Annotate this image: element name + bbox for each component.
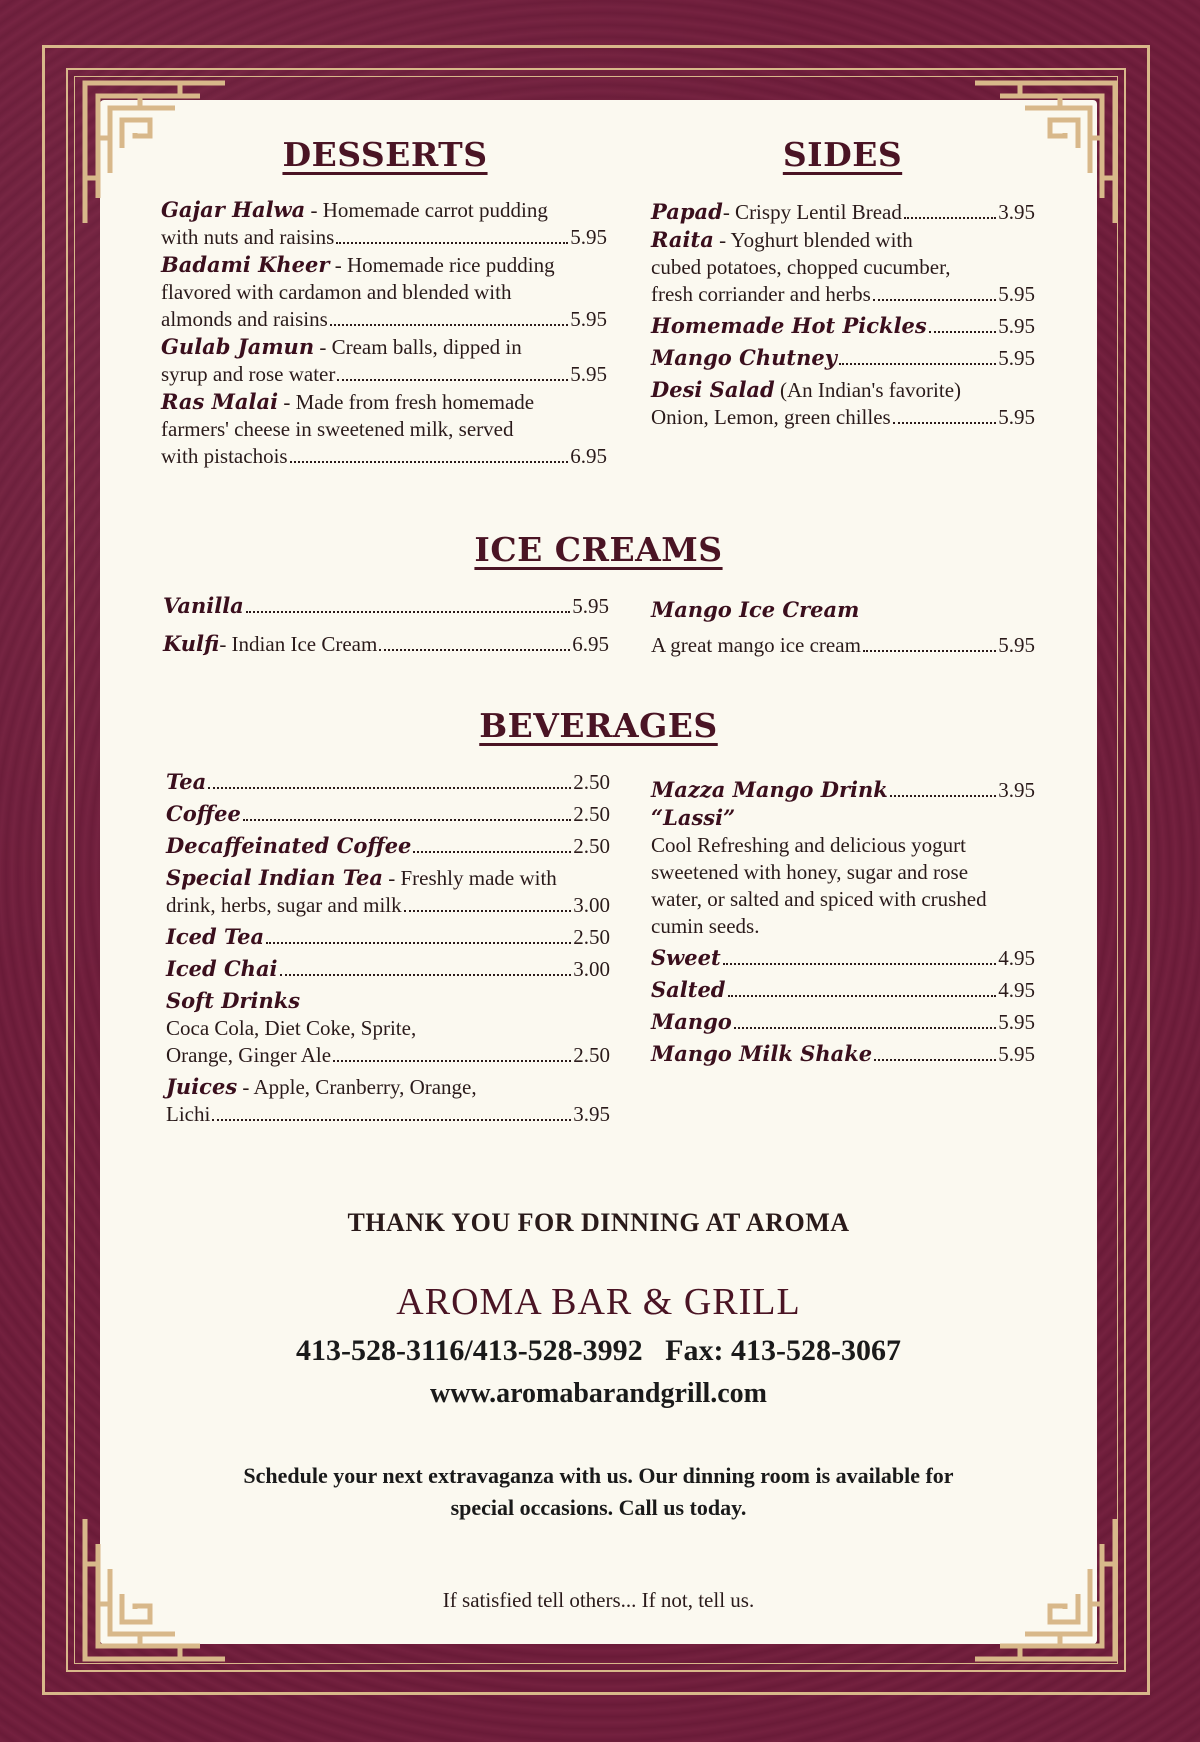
menu-item-price-row <box>166 892 610 919</box>
item-description: - Crispy Lentil Bread <box>722 200 902 224</box>
item-name: Coffee <box>166 801 241 826</box>
contact-phones: 413-528-3116/413-528-3992 Fax: 413-528-3067 <box>296 1334 901 1367</box>
item-description: Homemade rice pudding <box>346 253 555 277</box>
item-description: drink, herbs, sugar and milk <box>166 893 402 917</box>
menu-item-price-row <box>651 944 1035 972</box>
menu-item <box>166 864 610 892</box>
schedule-line: special occasions. Call us today. <box>450 1495 747 1520</box>
menu-item-price-row <box>651 1040 1035 1068</box>
beverages-heading: BEVERAGES <box>479 706 718 745</box>
leader-dots <box>246 611 570 613</box>
item-price: 2.50 <box>573 1043 610 1067</box>
menu-item-price-row <box>161 306 607 333</box>
leader-dots <box>929 331 997 333</box>
item-name: Homemade Hot Pickles <box>651 313 927 338</box>
item-description: Coca Cola, Diet Coke, Sprite, <box>166 1016 417 1040</box>
menu-item-price-row <box>651 198 1035 226</box>
item-price: 3.95 <box>998 200 1035 224</box>
item-description: farmers' cheese in sweetened milk, served <box>161 417 514 441</box>
leader-dots <box>336 242 568 244</box>
menu-item-price-row <box>651 312 1035 340</box>
item-description: A great mango ice cream <box>651 633 861 657</box>
item-name: Badami Kheer <box>161 252 330 277</box>
item-name: Sweet <box>651 945 721 970</box>
leader-dots <box>290 461 569 463</box>
item-price: 5.95 <box>998 1042 1035 1066</box>
leader-dots <box>874 1059 996 1061</box>
leader-dots <box>243 819 571 821</box>
item-description: Orange, Ginger Ale <box>166 1043 332 1067</box>
item-price: 5.95 <box>998 633 1035 657</box>
item-price: 4.95 <box>998 946 1035 970</box>
item-price: 2.50 <box>573 925 610 949</box>
item-name: Raita <box>651 227 714 252</box>
item-name: Decaffeinated Coffee <box>166 833 412 858</box>
ice-creams-left-list <box>163 592 609 658</box>
leader-dots <box>893 422 997 424</box>
leader-dots <box>280 974 572 976</box>
item-price: 3.00 <box>573 957 610 981</box>
item-price: 5.95 <box>998 314 1035 338</box>
menu-item-price-row <box>651 281 1035 308</box>
menu-item-price-row <box>651 1008 1035 1036</box>
menu-item-price-row <box>166 955 610 983</box>
item-description: water, or salted and spiced with crushed <box>651 887 987 911</box>
menu-item-price-row <box>166 1101 610 1128</box>
item-name: Papad <box>651 199 723 224</box>
menu-item <box>166 987 610 1015</box>
item-description: syrup and rose water <box>161 362 336 386</box>
menu-item <box>651 804 1035 832</box>
website-link[interactable]: www.aromabarandgrill.com <box>429 1378 768 1409</box>
menu-item-price-row <box>651 976 1035 1004</box>
item-price: 5.95 <box>998 1010 1035 1034</box>
separator: - <box>329 253 347 277</box>
menu-item <box>161 333 607 361</box>
item-price: 6.95 <box>572 632 609 656</box>
ice-creams-right-list <box>651 596 1035 659</box>
item-price: 6.95 <box>570 444 607 468</box>
item-description: Onion, Lemon, green chilles <box>651 405 891 429</box>
item-description: sweetened with honey, sugar and rose <box>651 860 969 884</box>
item-price: 5.95 <box>570 225 607 249</box>
leader-dots <box>839 363 996 365</box>
menu-item-price-row <box>163 592 609 620</box>
leader-dots <box>330 324 568 326</box>
item-description: almonds and raisins <box>161 307 328 331</box>
item-name: Special Indian Tea <box>166 865 383 890</box>
item-price: 5.95 <box>570 362 607 386</box>
item-description: Cool Refreshing and delicious yogurt <box>651 833 966 857</box>
tagline: If satisfied tell others... If not, tell us. <box>442 1588 755 1612</box>
item-name: Gulab Jamun <box>161 334 315 359</box>
item-description: cubed potatoes, chopped cucumber, <box>651 255 951 279</box>
item-name: Soft Drinks <box>166 988 301 1013</box>
menu-item-price-row <box>161 361 607 388</box>
leader-dots <box>728 995 997 997</box>
item-description: Cream balls, dipped in <box>331 335 522 359</box>
item-description: Homemade carrot pudding <box>322 198 548 222</box>
menu-item <box>651 226 1035 254</box>
item-description: with pistachois <box>161 444 288 468</box>
item-price: 3.00 <box>573 893 610 917</box>
menu-item-price-row <box>166 800 610 828</box>
item-name: Mango Ice Cream <box>651 597 860 622</box>
leader-dots <box>337 379 568 381</box>
item-description: flavored with cardamon and blended with <box>161 280 512 304</box>
item-name: Desi Salad <box>651 377 775 402</box>
item-description: - Indian Ice Cream <box>219 632 378 656</box>
item-name: Juices <box>166 1074 238 1099</box>
menu-item <box>161 196 607 224</box>
item-name: Ras Malai <box>161 389 279 414</box>
item-price: 2.50 <box>573 834 610 858</box>
menu-item-price-row <box>166 832 610 860</box>
item-name: Salted <box>651 977 726 1002</box>
item-description: - Apple, Cranberry, Orange, <box>237 1075 477 1099</box>
beverages-right-list <box>651 776 1035 1068</box>
item-description: - Yoghurt blended with <box>713 228 913 252</box>
menu-item-price-row <box>161 224 607 251</box>
menu-item <box>166 1073 610 1101</box>
item-name: Mango Chutney <box>651 345 837 370</box>
item-name: “Lassi” <box>651 805 736 830</box>
schedule-note <box>100 1460 1097 1524</box>
menu-item-price-row <box>651 776 1035 804</box>
desserts-heading: DESSERTS <box>282 135 488 174</box>
item-description: - Freshly made with <box>383 866 557 890</box>
leader-dots <box>266 942 571 944</box>
item-name: Vanilla <box>163 593 244 618</box>
item-price: 2.50 <box>573 802 610 826</box>
item-price: 4.95 <box>998 978 1035 1002</box>
leader-dots <box>863 650 996 652</box>
desserts-list <box>161 196 607 470</box>
leader-dots <box>333 1060 571 1062</box>
item-price: 3.95 <box>573 1102 610 1126</box>
menu-item <box>161 251 607 279</box>
menu-item-price-row <box>166 1042 610 1069</box>
item-description: Made from fresh homemade <box>295 390 535 414</box>
item-name: Iced Tea <box>166 924 265 949</box>
thank-you-note: THANK YOU FOR DINNING AT AROMA <box>347 1208 850 1237</box>
item-price: 5.95 <box>572 594 609 618</box>
item-description: Lichi <box>166 1102 211 1126</box>
item-name: Kulfi <box>163 631 220 656</box>
ice-creams-heading: ICE CREAMS <box>474 530 723 569</box>
separator: - <box>314 335 332 359</box>
item-name: Mango <box>651 1009 732 1034</box>
item-price: 5.95 <box>998 282 1035 306</box>
menu-item-price-row <box>651 404 1035 431</box>
menu-item-price-row <box>163 630 609 658</box>
leader-dots <box>413 851 571 853</box>
menu-item <box>651 376 1035 404</box>
item-name: Gajar Halwa <box>161 197 306 222</box>
item-description: (An Indian's favorite) <box>774 378 962 402</box>
item-price: 5.95 <box>998 346 1035 370</box>
item-name: Iced Chai <box>166 956 278 981</box>
leader-dots <box>379 649 570 651</box>
leader-dots <box>890 795 996 797</box>
menu-item-price-row <box>161 443 607 470</box>
separator: - <box>278 390 296 414</box>
item-price: 2.50 <box>573 770 610 794</box>
menu-item-price-row <box>651 344 1035 372</box>
leader-dots <box>904 217 996 219</box>
beverages-left-list <box>166 768 610 1128</box>
leader-dots <box>212 1119 571 1121</box>
item-description: fresh corriander and herbs <box>651 282 871 306</box>
leader-dots <box>734 1027 996 1029</box>
item-name: Mango Milk Shake <box>651 1041 873 1066</box>
sides-list <box>651 198 1035 431</box>
item-price: 5.95 <box>570 307 607 331</box>
menu-item <box>161 388 607 416</box>
item-name: Tea <box>166 769 207 794</box>
leader-dots <box>208 787 571 789</box>
item-description: cumin seeds. <box>651 914 760 938</box>
sides-heading: SIDES <box>782 135 903 174</box>
menu-item-price-row <box>651 632 1035 659</box>
item-name: Mazza Mango Drink <box>651 777 888 802</box>
schedule-line: Schedule your next extravaganza with us. Our dinning room is available for <box>243 1463 954 1488</box>
menu-item-price-row <box>166 923 610 951</box>
item-price: 3.95 <box>998 778 1035 802</box>
item-price: 5.95 <box>998 405 1035 429</box>
leader-dots <box>873 299 996 301</box>
leader-dots <box>723 963 997 965</box>
menu-item-price-row <box>166 768 610 796</box>
menu-item <box>651 596 1035 624</box>
separator: - <box>305 198 323 222</box>
restaurant-name: AROMA BAR & GRILL <box>396 1281 801 1323</box>
item-description: with nuts and raisins <box>161 225 335 249</box>
leader-dots <box>404 910 572 912</box>
